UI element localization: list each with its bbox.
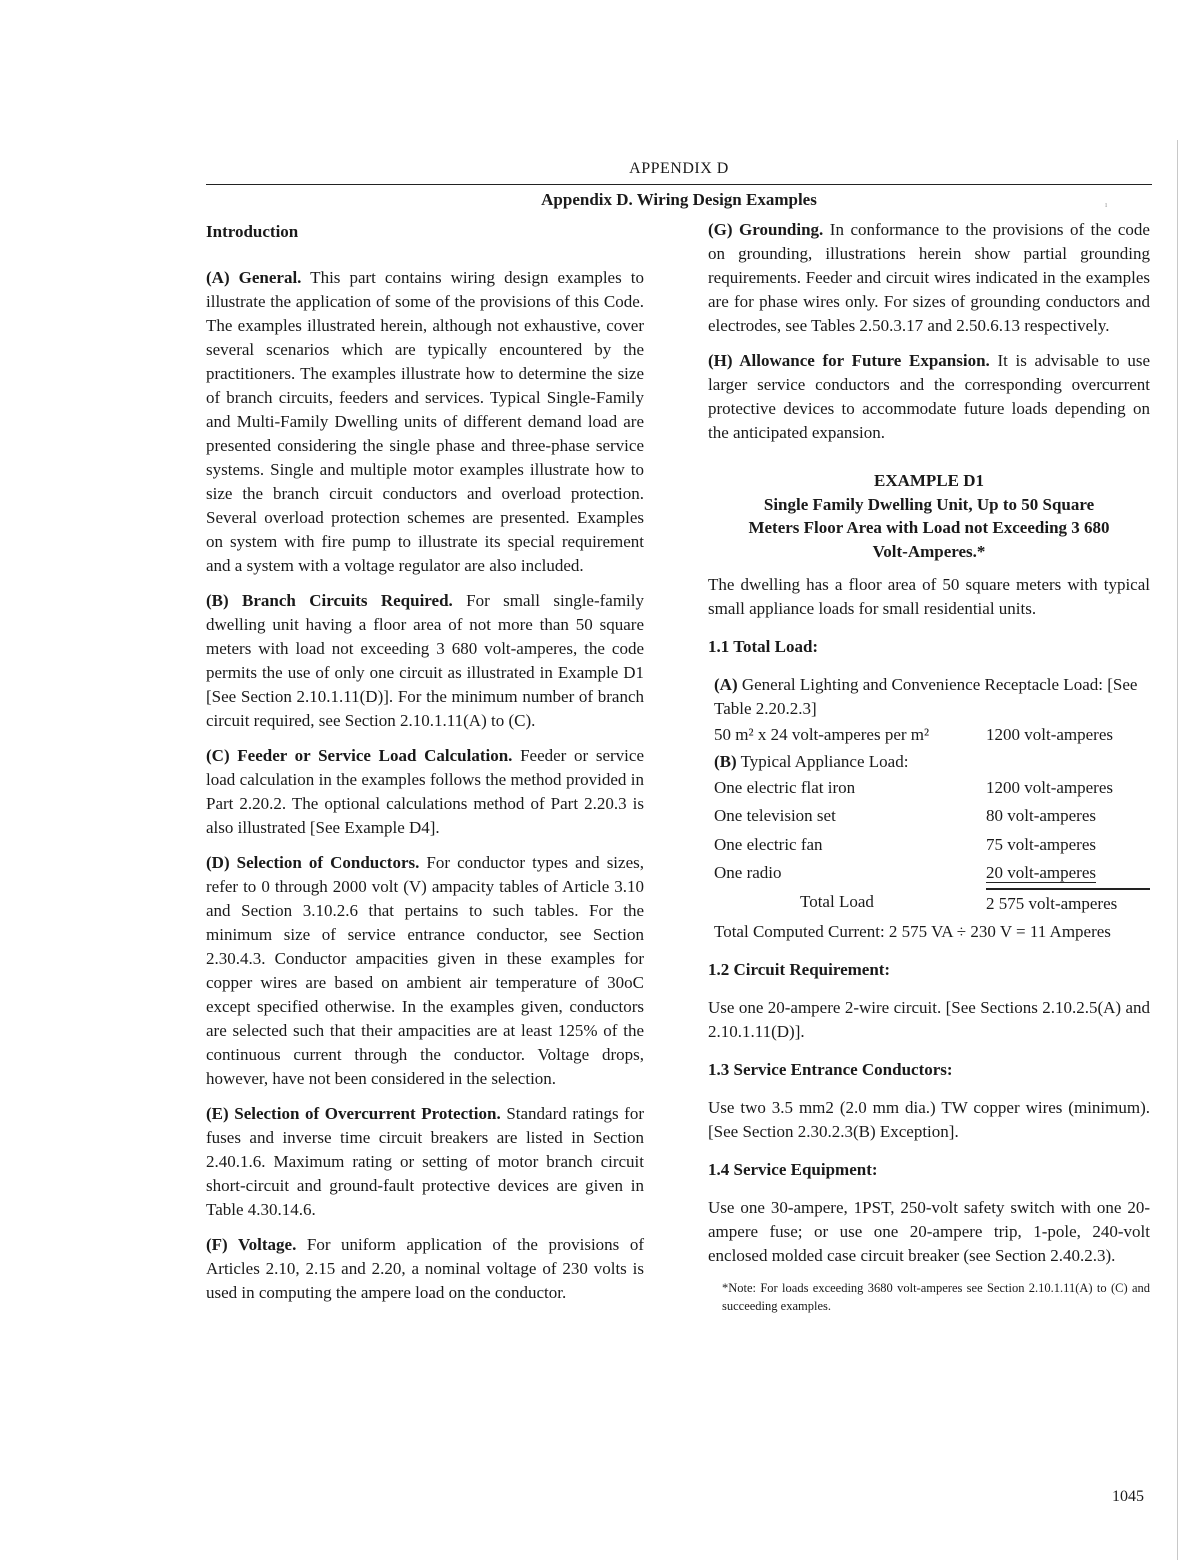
- paragraph-text: For uniform application of the provisions of Articles 2.10, 2.15 and 2.20, a nominal voltage of 230 volts is used in computing the ampere load on the conductor.: [206, 1235, 645, 1302]
- calc-row-value: 1200 volt-amperes: [986, 725, 1113, 744]
- calc-row-label: One electric fan: [714, 834, 823, 854]
- paragraph-label: (A) General.: [206, 268, 302, 287]
- example-title-line: Meters Floor Area with Load not Exceeding 3 680: [748, 518, 1110, 537]
- section-heading-circuit-requirement: 1.2 Circuit Requirement:: [708, 960, 891, 979]
- paragraph-text: It is advisable to use larger service conductors and the corresponding overcurrent protective devices to accommodate future loads depending on the anticipated expansion.: [708, 351, 1150, 442]
- paragraph-future-expansion: [708, 349, 1150, 445]
- introduction-heading: Introduction: [206, 222, 299, 241]
- paragraph-label: (C) Feeder or Service Load Calculation.: [206, 746, 513, 765]
- calc-row-value-wrap: [986, 859, 1150, 888]
- calc-row-value: 75 volt-amperes: [986, 834, 1096, 854]
- left-column: [206, 220, 644, 1316]
- calc-text: Typical Appliance Load:: [736, 751, 909, 771]
- calc-row-total: [714, 888, 1150, 919]
- computed-current: Total Computed Current: 2 575 VA ÷ 230 V = 11 Amperes: [714, 922, 1111, 941]
- paragraph-text: This part contains wiring design examples to illustrate the application of some of the provisions of this Code. The examples illustrated herein, although not exhaustive, cover several scenarios which are typically encountered by the practitioners. The examples illustrate how to determine the size of branch circuits, feeders and services. Typical Single-Family and Multi-Family Dwelling units of different demand load are presented considering the single phase and three-phase service systems. Single and multiple motor examples illustrate how to size the branch circuit conductors and overload protection. Several overload protection schemes are presented. Examples on system with fire pump to illustrate its special requirement and a system with a voltage regulator are also included.: [206, 268, 644, 575]
- calc-row-radio: [714, 859, 1150, 888]
- service-equipment-text: Use one 30-ampere, 1PST, 250-volt safety switch with one 20-ampere fuse; or use one 20-ampere trip, 1-pole, 240-volt enclosed molded case circuit breaker (see Section 2.40.2.3).: [708, 1198, 1150, 1265]
- calc-row-value: 20 volt-amperes: [986, 863, 1096, 882]
- paragraph-label: (F) Voltage.: [206, 1235, 297, 1254]
- calc-row-label: One television set: [714, 806, 836, 825]
- load-calculation: [714, 673, 1150, 944]
- appliance-load-line: [714, 750, 1150, 774]
- paragraph-text: For small single-family dwelling unit having a floor area of not more than 50 square meters with load not exceeding 3 680 volt-amperes, the code permits the use of only one circuit as illustrated in Example D1 [See Section 2.10.1.11(D)]. For the minimum number of branch circuit required, see Section 2.10.1.11(A) to (C).: [206, 591, 644, 730]
- paragraph-label: (D) Selection of Conductors.: [206, 853, 420, 872]
- paragraph-text: For conductor types and sizes, refer to 0 through 2000 volt (V) ampacity tables of Article 3.10 and Section 3.10.2.6 that pertains to such tables. For the minimum size of service entrance conductor, see Section 2.30.4.3. Conductor ampacities given in these examples for copper wires are based on ambient air temperature of 30oC except specified otherwise. In the examples given, conductors are selected such that their ampacities are at least 125% of the continuous current through the conductor. Voltage drops, however, have not been considered in the selection.: [206, 853, 644, 1088]
- calc-row-label: One electric flat iron: [714, 777, 856, 797]
- calc-row-value: 1200 volt-amperes: [986, 777, 1113, 797]
- calc-row-label: One radio: [714, 863, 782, 882]
- paragraph-overcurrent: [206, 1102, 644, 1222]
- example-title-line: Volt-Amperes.*: [872, 541, 986, 561]
- calc-row-value: 80 volt-amperes: [986, 806, 1096, 825]
- example-title-line: Single Family Dwelling Unit, Up to 50 Square: [763, 494, 1095, 514]
- example-intro: The dwelling has a floor area of 50 square meters with typical small appliance loads for small residential units.: [708, 575, 1150, 618]
- service-entrance-text: Use two 3.5 mm2 (2.0 mm dia.) TW copper wires (minimum). [See Section 2.30.2.3(B) Exception].: [708, 1098, 1150, 1141]
- stray-mark: ı: [1105, 200, 1108, 209]
- section-heading-service-entrance: 1.3 Service Entrance Conductors:: [708, 1060, 953, 1079]
- page-number: 1045: [1112, 1488, 1144, 1505]
- header-rule: [206, 184, 1152, 185]
- calc-row-flat-iron: [714, 774, 1150, 803]
- paragraph-branch-circuits: [206, 589, 644, 733]
- paragraph-text: Standard ratings for fuses and inverse time circuit breakers are listed in Section 2.40.1.6. Maximum rating or setting of motor branch circuit short-circuit and ground-fault protective devices are given in Table 4.30.14.6.: [206, 1104, 645, 1219]
- paragraph-general: [206, 266, 644, 578]
- calc-label: (A): [714, 675, 738, 694]
- section-heading-total-load: 1.1 Total Load:: [708, 637, 819, 656]
- paragraph-label: (G) Grounding.: [708, 220, 824, 239]
- page-title: Appendix D. Wiring Design Examples: [541, 190, 817, 209]
- paragraph-grounding: [708, 218, 1150, 338]
- calc-row-electric-fan: [714, 831, 1150, 860]
- calc-row-television: [714, 802, 1150, 831]
- circuit-requirement-text: Use one 20-ampere 2-wire circuit. [See Sections 2.10.2.5(A) and 2.10.1.11(D)].: [708, 998, 1150, 1041]
- paragraph-label: (E) Selection of Overcurrent Protection.: [206, 1104, 501, 1123]
- calc-label: (B): [714, 751, 737, 771]
- example-title: [708, 469, 1150, 563]
- page-edge-line: [1177, 140, 1178, 1560]
- running-head: APPENDIX D: [629, 160, 729, 177]
- calc-row-label: 50 m² x 24 volt-amperes per m²: [714, 725, 930, 744]
- paragraph-label: (H) Allowance for Future Expansion.: [708, 351, 990, 370]
- paragraph-label: (B) Branch Circuits Required.: [206, 591, 453, 610]
- example-number: EXAMPLE D1: [873, 471, 985, 490]
- section-heading-service-equipment: 1.4 Service Equipment:: [708, 1160, 878, 1179]
- paragraph-text: In conformance to the provisions of the code on grounding, illustrations herein show partial grounding requirements. Feeder and circuit wires indicated in the examples are for phase wires only. For sizes of grounding conductors and electrodes, see Tables 2.50.3.17 and 2.50.6.13 respectively.: [708, 220, 1150, 335]
- total-label: Total Load: [800, 891, 874, 911]
- paragraph-voltage: [206, 1233, 644, 1305]
- total-value: 2 575 volt-amperes: [986, 888, 1150, 919]
- right-column: [708, 218, 1150, 1326]
- calc-row-area: [714, 721, 1150, 750]
- paragraph-text: Feeder or service load calculation in the examples follows the method provided in Part 2.20.2. The optional calculations method of Part 2.20.3 is also illustrated [See Example D4].: [206, 746, 644, 837]
- paragraph-conductors: [206, 851, 644, 1091]
- general-lighting-line: [714, 673, 1150, 721]
- footnote: *Note: For loads exceeding 3680 volt-amperes see Section 2.10.1.11(A) to (C) and succeeding examples.: [722, 1281, 1150, 1313]
- calc-text: General Lighting and Convenience Receptacle Load: [See Table 2.20.2.3]: [714, 675, 1138, 718]
- paragraph-feeder-load: [206, 744, 644, 840]
